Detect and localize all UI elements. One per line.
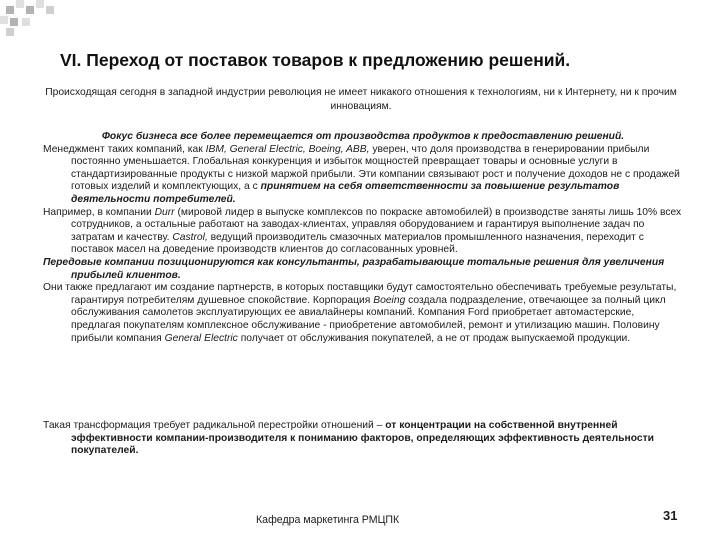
slide-title: VI. Переход от поставок товаров к предложению решений. <box>60 50 571 70</box>
corner-decoration <box>0 0 62 40</box>
page-number: 31 <box>663 508 678 523</box>
paragraph-partnerships: Они также предлагают им создание партнерств, в которых поставщики будут самостоятельно обеспечивать требуемые результаты, гарантируя потребителям душевное спокойствие. Корпорация Boeing создала подразделение, отвечающее за полный цикл обслуживания самолетов эксплуатирующих ее авиалайнеры компаний. Компания Ford приобретает автомастерские, предлагая покупателям комплексное обслуживание - приобретение автомобилей, ремонт и утилизацию машин. Половину прибыли компания General Electric получает от обслуживания покупателей, а не от продаж выпускаемой продукции. <box>43 282 677 344</box>
intro-text: Происходящая сегодня в западной индустрии революция не имеет никакого отношения к технологиям, ни к Интернету, ни к прочим инновациям. <box>45 87 677 112</box>
paragraph-management: Менеджмент таких компаний, как IBM, General Electric, Boeing, ABB, уверен, что доля производства в генерировании прибыли постоянно уменьшается. Глобальная конкуренция и избыток мощностей превращает товары и основные услуги в стандартизированные продукты с низкой маржой прибыли. Эти компании связывают рост и получение доходов не с продажей готовых изделий и комплектующих, а с принятием на себя ответственности за повышение результатов деятельности потребителей. <box>43 143 680 205</box>
footer-department: Кафедра маркетинга РМЦПК <box>256 514 400 526</box>
focus-statement: Фокус бизнеса все более перемещается от производства продуктов к предоставлению решений. <box>101 131 625 142</box>
paragraph-transformation: Такая трансформация требует радикальной перестройки отношений – от концентрации на собственной внутренней эффективности компании-производителя к пониманию факторов, определяющих эффективность деятельности покупателей. <box>43 420 654 457</box>
paragraph-consultants: Передовые компании позиционируются как консультанты, разрабатывающие тотальные решения для увеличения прибылей клиентов. <box>43 256 665 281</box>
paragraph-example: Например, в компании Durr (мировой лидер в выпуске комплексов по покраске автомобилей) в производстве заняты лишь 10% всех сотрудников, а остальные работают на заводах-клиентах, управляя оборудованием и гарантируя выполнение задач по затратам и качеству. Castrol, ведущий производитель смазочных материалов промышленного назначения, переходит с поставок масел на доведение производств клиентов до согласованных уровней. <box>43 206 682 256</box>
body-content <box>43 131 683 345</box>
conclusion-block <box>43 420 683 458</box>
